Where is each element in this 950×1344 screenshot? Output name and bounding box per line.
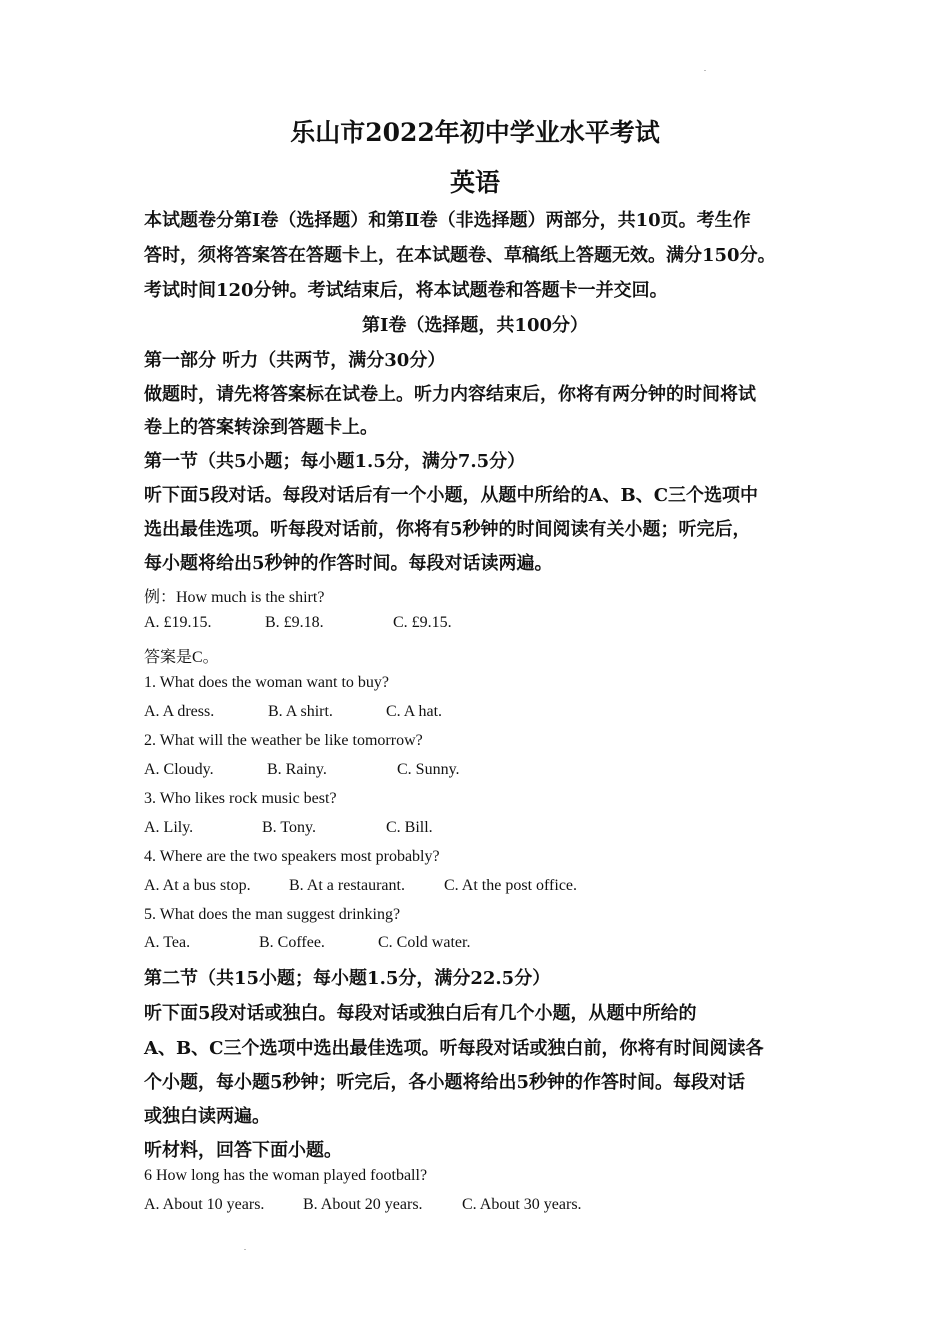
q4-option-a: A. At a bus stop. — [144, 877, 251, 894]
section2-instruction-line: A、B、C三个选项中选出最佳选项。听每段对话或独白前，你将有时间阅读各 — [144, 1038, 764, 1059]
section1-instruction-line: 选出最佳选项。听每段对话前，你将有5秒钟的时间阅读有关小题；听完后， — [144, 519, 751, 540]
q5-option-b: B. Coffee. — [259, 934, 325, 951]
q5-option-a: A. Tea. — [144, 934, 191, 951]
q2-option-a: A. Cloudy. — [144, 761, 214, 778]
volume-heading: 第Ⅰ卷（选择题，共100分） — [362, 315, 588, 336]
q6-option-c: C. About 30 years. — [462, 1196, 582, 1213]
section1-heading: 第一节（共5小题；每小题1.5分，满分7.5分） — [144, 451, 526, 472]
question-5: 5. What does the man suggest drinking? — [144, 906, 401, 923]
q4-option-c: C. At the post office. — [444, 877, 578, 894]
q2-option-b: B. Rainy. — [267, 761, 327, 778]
part1-heading: 第一部分 听力（共两节，满分30分） — [144, 350, 446, 371]
example-option-b: B. £9.18. — [265, 614, 324, 631]
intro-line: 考试时间120分钟。考试结束后，将本试题卷和答题卡一并交回。 — [144, 280, 668, 301]
q1-option-b: B. A shirt. — [268, 703, 333, 720]
q1-option-a: A. A dress. — [144, 703, 215, 720]
q3-option-b: B. Tony. — [262, 819, 316, 836]
q4-option-b: B. At a restaurant. — [289, 877, 405, 894]
example-option-a: A. £19.15. — [144, 614, 212, 631]
q3-option-a: A. Lily. — [144, 819, 194, 836]
section2-instruction-line: 听下面5段对话或独白。每段对话或独白后有几个小题，从题中所给的 — [144, 1003, 697, 1024]
scan-speck — [244, 1249, 246, 1250]
material-prompt: 听材料，回答下面小题。 — [144, 1140, 342, 1161]
q5-option-c: C. Cold water. — [378, 934, 471, 951]
section1-instruction-line: 听下面5段对话。每段对话后有一个小题，从题中所给的A、B、C三个选项中 — [144, 485, 759, 506]
q6-option-b: B. About 20 years. — [303, 1196, 423, 1213]
question-6: 6 How long has the woman played football? — [144, 1167, 428, 1184]
q6-option-a: A. About 10 years. — [144, 1196, 265, 1213]
section2-instruction-line: 或独白读两遍。 — [144, 1106, 270, 1127]
example-answer: 答案是C。 — [144, 649, 219, 666]
part1-instruction-line: 做题时，请先将答案标在试卷上。听力内容结束后，你将有两分钟的时间将试 — [144, 384, 756, 405]
example-option-c: C. £9.15. — [393, 614, 452, 631]
scan-speck — [704, 70, 706, 71]
question-1: 1. What does the woman want to buy? — [144, 674, 389, 691]
question-4: 4. Where are the two speakers most probably? — [144, 848, 440, 865]
example-question: 例：How much is the shirt? — [144, 589, 325, 606]
q1-option-c: C. A hat. — [386, 703, 443, 720]
exam-title: 乐山市2022年初中学业水平考试 — [290, 118, 660, 147]
section1-instruction-line: 每小题将给出5秒钟的作答时间。每段对话读两遍。 — [144, 553, 553, 574]
question-2: 2. What will the weather be like tomorrow? — [144, 732, 423, 749]
section2-instruction-line: 个小题，每小题5秒钟；听完后，各小题将给出5秒钟的作答时间。每段对话 — [144, 1072, 746, 1093]
exam-subject: 英语 — [449, 168, 500, 197]
part1-instruction-line: 卷上的答案转涂到答题卡上。 — [144, 417, 378, 438]
section2-heading: 第二节（共15小题；每小题1.5分，满分22.5分） — [144, 968, 551, 989]
q3-option-c: C. Bill. — [386, 819, 433, 836]
intro-line: 答时，须将答案答在答题卡上，在本试题卷、草稿纸上答题无效。满分150分。 — [144, 245, 776, 266]
question-3: 3. Who likes rock music best? — [144, 790, 337, 807]
q2-option-c: C. Sunny. — [397, 761, 460, 778]
intro-line: 本试题卷分第Ⅰ卷（选择题）和第Ⅱ卷（非选择题）两部分，共10页。考生作 — [144, 210, 751, 231]
